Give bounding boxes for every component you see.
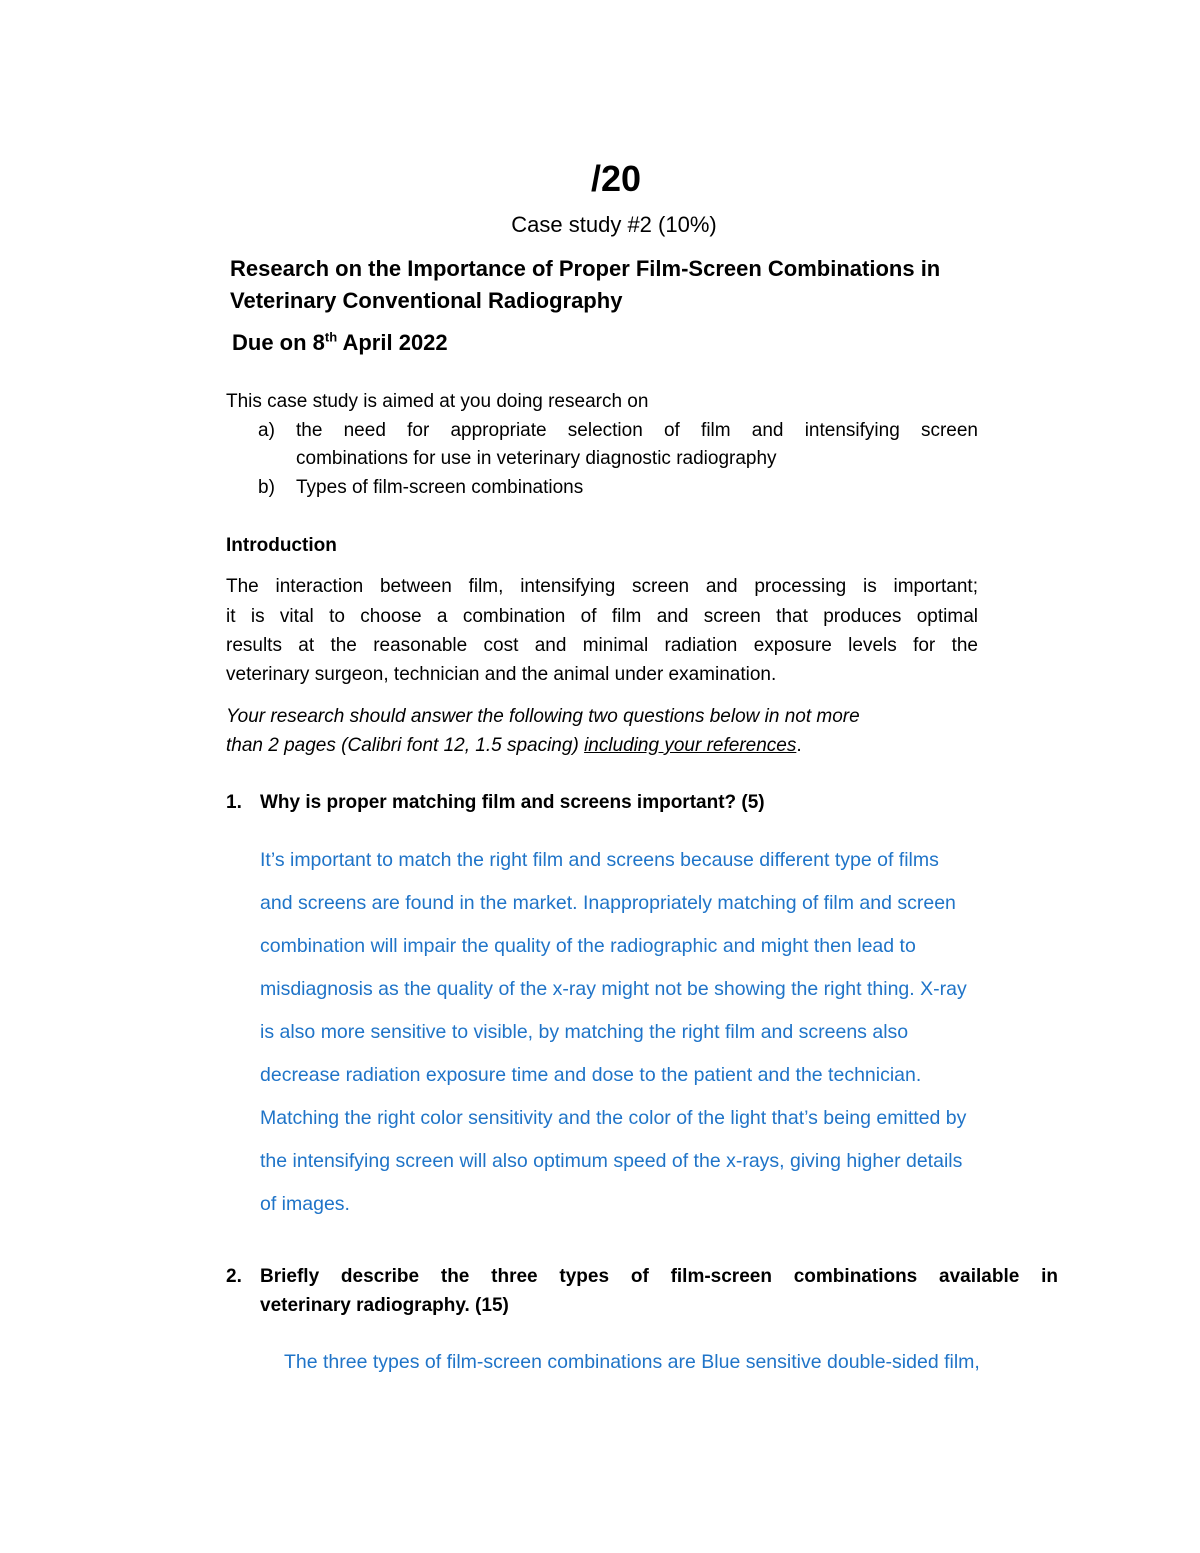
intro-line-3: results at the reasonable cost and minimal radiation exposure levels for the <box>226 635 978 656</box>
aim-item-a-line2: combinations for use in veterinary diagnostic radiography <box>296 448 777 469</box>
q1-answer-line-4: misdiagnosis as the quality of the x-ray might not be showing the right thing. X-ray <box>260 978 967 1000</box>
q1-question: Why is proper matching film and screens important? (5) <box>260 792 765 813</box>
case-study-label: Case study #2 (10%) <box>511 212 717 237</box>
instruction-line-2-post: . <box>796 735 802 756</box>
instruction-line-2 <box>226 735 802 757</box>
due-superscript: th <box>324 329 338 345</box>
aim-intro: This case study is aimed at you doing research on <box>226 391 649 412</box>
q2-question-line-2: veterinary radiography. (15) <box>260 1295 509 1316</box>
q2-answer-line-1: The three types of film-screen combinations are Blue sensitive double-sided film, <box>284 1351 980 1373</box>
aim-item-b-marker: b) <box>258 477 275 498</box>
due-suffix: April 2022 <box>337 330 448 355</box>
aim-item-a-line1: the need for appropriate selection of film and intensifying screen <box>296 420 978 441</box>
total-score: /20 <box>590 158 642 199</box>
q2-question-line-1: Briefly describe the three types of film-screen combinations available in <box>260 1266 1058 1287</box>
q1-answer-line-5: is also more sensitive to visible, by matching the right film and screens also <box>260 1021 909 1043</box>
introduction-heading: Introduction <box>226 535 337 556</box>
aim-item-b-line1: Types of film-screen combinations <box>296 477 584 498</box>
aim-item-a-marker: a) <box>258 420 275 441</box>
q1-answer-line-1: It’s important to match the right film and screens because different type of films <box>260 849 939 871</box>
due-prefix: Due on 8 <box>232 330 325 355</box>
q1-answer-line-6: decrease radiation exposure time and dose to the patient and the technician. <box>260 1064 922 1086</box>
intro-line-4: veterinary surgeon, technician and the animal under examination. <box>226 664 777 685</box>
title-line-1: Research on the Importance of Proper Film-Screen Combinations in <box>230 256 941 281</box>
q1-answer-line-7: Matching the right color sensitivity and the color of the light that’s being emitted by <box>260 1107 967 1129</box>
instruction-line-2-pre: than 2 pages (Calibri font 12, 1.5 spacing) <box>226 735 585 756</box>
intro-line-1: The interaction between film, intensifying screen and processing is important; <box>226 576 978 597</box>
intro-line-2: it is vital to choose a combination of film and screen that produces optimal <box>226 606 978 627</box>
q2-number: 2. <box>226 1266 242 1287</box>
q1-answer-line-8: the intensifying screen will also optimum speed of the x-rays, giving higher details <box>260 1150 963 1172</box>
q1-number: 1. <box>226 792 242 813</box>
instruction-line-1: Your research should answer the following two questions below in not more <box>226 706 860 727</box>
q1-answer-line-9: of images. <box>260 1193 350 1215</box>
q1-answer-line-2: and screens are found in the market. Inappropriately matching of film and screen <box>260 892 956 914</box>
due-date <box>232 330 448 356</box>
instruction-references: including your references <box>584 735 797 756</box>
q1-answer-line-3: combination will impair the quality of the radiographic and might then lead to <box>260 935 916 957</box>
title-line-2: Veterinary Conventional Radiography <box>230 288 623 313</box>
